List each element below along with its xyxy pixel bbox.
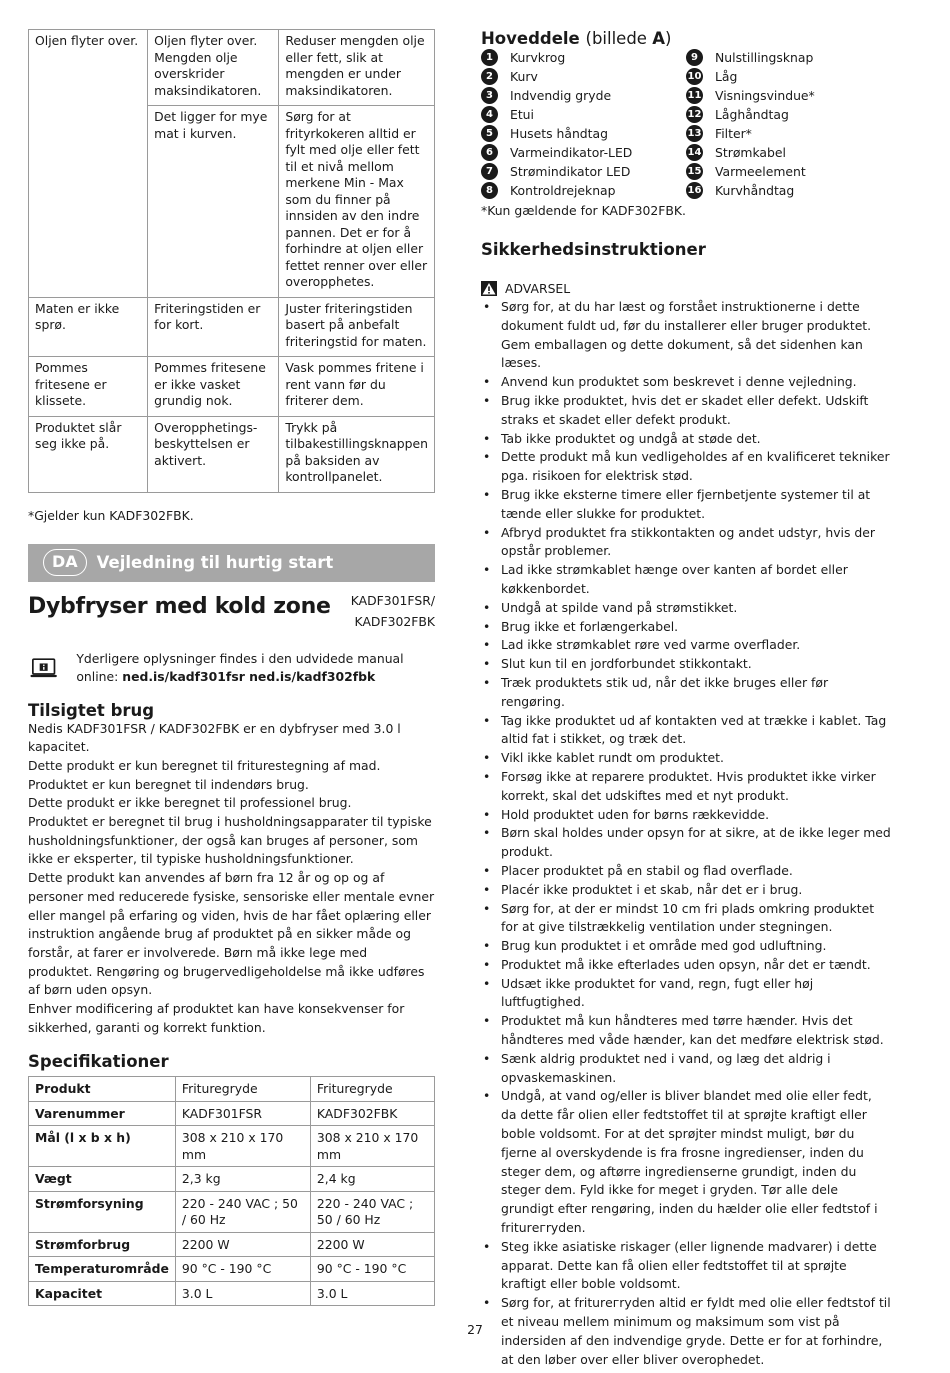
solution-cell: Reduser mengden olje eller fett, slik at mengden er under maksindikatoren.: [279, 30, 435, 106]
list-item: • Tag ikke produktet ud af kontakten ved at trække i kablet. Tag altid fat i stikket, og træk det.: [481, 712, 891, 750]
spec-value: 3.0 L: [175, 1281, 310, 1306]
list-item: • Brug ikke produktet, hvis det er skadet eller defekt. Udskift straks et skadet eller defekt produkt.: [481, 392, 891, 430]
spec-key: Produkt: [29, 1077, 176, 1102]
spec-key: Vægt: [29, 1167, 176, 1192]
spec-value: KADF302FBK: [310, 1101, 434, 1126]
part-number-badge: 11: [686, 87, 703, 104]
list-item: • Brug ikke eksterne timere eller fjernbetjente systemer til at tænde eller slukke for produktet.: [481, 486, 891, 524]
part-item: [481, 162, 686, 181]
parts-column: [686, 48, 891, 200]
part-item: [686, 48, 891, 67]
spec-value: 220 - 240 VAC ; 50 / 60 Hz: [310, 1191, 434, 1232]
document-title: Dybfryser med kold zone: [28, 593, 331, 619]
part-label: Varmeelement: [715, 164, 806, 179]
spec-key: Kapacitet: [29, 1281, 176, 1306]
spec-value: 90 °C - 190 °C: [310, 1257, 434, 1282]
part-label: Strømindikator LED: [510, 164, 631, 179]
part-number-badge: 14: [686, 144, 703, 161]
list-item: • Brug ikke et forlængerkabel.: [481, 618, 891, 637]
list-item: • Dette produkt må kun vedligeholdes af en kvalificeret tekniker pga. risikoen for elektrisk stød.: [481, 448, 891, 486]
warning-label-row: [481, 279, 891, 297]
warning-label: ADVARSEL: [505, 280, 571, 296]
part-label: Varmeindikator-LED: [510, 145, 633, 160]
main-parts-heading-text: Hoveddele: [481, 29, 580, 48]
list-item: • Hold produktet uden for børns rækkevidde.: [481, 806, 891, 825]
part-item: [686, 124, 891, 143]
part-item: [686, 143, 891, 162]
cause-cell: Oljen flyter over. Mengden olje overskrider maksindikatoren.: [148, 30, 279, 106]
spec-value: 2200 W: [310, 1232, 434, 1257]
problem-cell: Produktet slår seg ikke på.: [29, 416, 148, 492]
intended-use-line: Produktet er beregnet til brug i husholdningsapparater til typiske husholdningsfunktioner, der også kan bruges af personer, som ikke er eksperter, til typiske husholdningsfunktioner.: [28, 814, 432, 867]
model-code: KADF302FBK: [354, 613, 435, 629]
list-item: • Tab ikke produktet og undgå at støde det.: [481, 430, 891, 449]
solution-cell: Vask pommes fritene i rent vann før du friterer dem.: [279, 357, 435, 417]
part-label: Kurvkrog: [510, 50, 566, 65]
list-item: • Slut kun til en jordforbundet stikkontakt.: [481, 655, 891, 674]
spec-value: Frituregryde: [310, 1077, 434, 1102]
list-item: • Sørg for, at du har læst og forstået instruktionerne i dette dokument fuldt ud, før du installerer eller bruger produktet. Gem emballagen og dette dokument, så det sidenhen kan læses.: [481, 298, 891, 373]
solution-cell: Sørg for at frityrkokeren alltid er fylt med olje eller fett til et nivå mellom merkene Min - Max som du finner på innsiden av den indre pannen. Det er for å forhindre at oljen eller fettet renner over eller overopphetes.: [279, 106, 435, 298]
list-item: • Placér ikke produktet i et skab, når det er i brug.: [481, 881, 891, 900]
part-item: [481, 48, 686, 67]
parts-note: *Kun gældende for KADF302FBK.: [481, 203, 686, 218]
list-item: • Udsæt ikke produktet for vand, regn, fugt eller høj luftfugtighed.: [481, 975, 891, 1013]
spec-key: Strømforsyning: [29, 1191, 176, 1232]
section-title: Vejledning til hurtig start: [96, 553, 334, 572]
list-item: • Sørg for, at friturегryden altid er fyldt med olie eller fedtstof til et niveau mellem minimum og maksimum som vist på indersiden af den indvendige gryde. Dette er for at forhindre, at den løber over eller bliver overophedet.: [481, 1294, 891, 1369]
part-label: Etui: [510, 107, 534, 122]
right-column: [481, 29, 891, 1369]
part-item: [686, 67, 891, 86]
safety-rules-list: [481, 298, 891, 1369]
cause-cell: Det ligger for mye mat i kurven.: [148, 106, 279, 298]
part-label: Låg: [715, 69, 738, 84]
table-row: [29, 1077, 435, 1102]
part-item: [686, 162, 891, 181]
list-item: • Brug kun produktet i et område med god udluftning.: [481, 937, 891, 956]
list-item: • Træk produktets stik ud, når det ikke bruges eller før rengøring.: [481, 674, 891, 712]
manual-info-icon: [30, 651, 57, 685]
intended-use-line: Enhver modificering af produktet kan have konsekvenser for sikkerhed, garanti og korrekt funktion.: [28, 1001, 405, 1035]
table-row: [29, 1167, 435, 1192]
title-row: [28, 586, 435, 646]
part-number-badge: 4: [481, 106, 498, 123]
cause-cell: Friteringstiden er for kort.: [148, 297, 279, 357]
spec-key: Varenummer: [29, 1101, 176, 1126]
main-parts-heading-close: ): [664, 29, 672, 48]
part-label: Strømkabel: [715, 145, 786, 160]
part-item: [686, 86, 891, 105]
part-number-badge: 12: [686, 106, 703, 123]
main-parts-heading: [481, 29, 891, 48]
model-codes: [351, 590, 435, 632]
list-item: • Placer produktet på en stabil og flad overflade.: [481, 862, 891, 881]
manual-links[interactable]: ned.is/kadf301fsr ned.is/kadf302fbk: [122, 669, 376, 684]
part-item: [481, 67, 686, 86]
list-item: • Anvend kun produktet som beskrevet i denne vejledning.: [481, 373, 891, 392]
spec-value: 3.0 L: [310, 1281, 434, 1306]
list-item: • Afbryd produktet fra stikkontakten og andet udstyr, hvis der opstår problemer.: [481, 524, 891, 562]
parts-column: [481, 48, 686, 200]
solution-cell: Juster friteringstiden basert på anbefalt friteringstid for maten.: [279, 297, 435, 357]
part-item: [481, 124, 686, 143]
table-row: [29, 30, 435, 106]
table-row: [29, 1126, 435, 1167]
part-number-badge: 16: [686, 182, 703, 199]
intended-use-line: Nedis KADF301FSR / KADF302FBK er en dybfryser med 3.0 l kapacitet.: [28, 720, 401, 755]
list-item: • Lad ikke strømkablet røre ved varme overflader.: [481, 636, 891, 655]
section-header-bar: [28, 544, 435, 582]
list-item: • Børn skal holdes under opsyn for at sikre, at de ikke leger med produkt.: [481, 824, 891, 862]
spec-value: 308 x 210 x 170 mm: [310, 1126, 434, 1167]
spec-value: 220 - 240 VAC ; 50 / 60 Hz: [175, 1191, 310, 1232]
part-item: [686, 105, 891, 124]
spec-value: Frituregryde: [175, 1077, 310, 1102]
footnote-left: *Gjelder kun KADF302FBK.: [28, 507, 194, 523]
manual-info-label: Yderligere oplysninger findes i den udvidede manual online:: [76, 650, 404, 684]
solution-cell: Trykk på tilbakestillingsknappen på baksiden av kontrollpanelet.: [279, 416, 435, 492]
main-parts-heading-suffix: (billede: [585, 29, 653, 48]
table-row: [29, 1281, 435, 1306]
cause-cell: Pommes fritesene er ikke vasket grundig nok.: [148, 357, 279, 417]
intended-use-line: Dette produkt er ikke beregnet til professionel brug.: [28, 795, 352, 811]
specifications-heading: Specifikationer: [28, 1052, 169, 1072]
spec-key: Mål (l x b x h): [29, 1126, 176, 1167]
part-label: Kurv: [510, 69, 538, 84]
intended-use-heading: Tilsigtet brug: [28, 700, 155, 720]
manual-info-text: [76, 650, 435, 687]
table-row: [29, 357, 435, 417]
spec-key: Temperaturområde: [29, 1257, 176, 1282]
part-label: Husets håndtag: [510, 126, 608, 141]
part-label: Indvendig gryde: [510, 88, 612, 103]
part-label: Filter*: [715, 126, 752, 141]
spec-value: KADF301FSR: [175, 1101, 310, 1126]
troubleshooting-table: [28, 29, 435, 493]
list-item: • Undgå at spilde vand på strømstikket.: [481, 599, 891, 618]
problem-cell: Maten er ikke sprø.: [29, 297, 148, 357]
table-row: [29, 1232, 435, 1257]
spec-value: 308 x 210 x 170 mm: [175, 1126, 310, 1167]
parts-list: [481, 48, 891, 200]
part-label: Låghåndtag: [715, 107, 789, 122]
list-item: • Sørg for, at der er mindst 10 cm fri plads omkring produktet for at give tilstrækkelig ventilation under stegningen.: [481, 900, 891, 938]
list-item: • Lad ikke strømkablet hænge over kanten af bordet eller køkkenbordet.: [481, 561, 891, 599]
part-number-badge: 8: [481, 182, 498, 199]
main-parts-heading-letter: A: [652, 29, 665, 48]
table-row: [29, 1257, 435, 1282]
problem-cell: Pommes fritesene er klissete.: [29, 357, 148, 417]
specifications-table: [28, 1076, 435, 1306]
list-item: • Undgå, at vand og/eller is bliver blandet med olie eller fedt, da dette får olien eller fedtstoffet til at sprøjte kraftigt eller boble voldsomt. For at det sprøjter mindst muligt, bør du fjerne al overskydende is fra frosne ingredienser, inden du steger dem, og aftørre ingredienserne grundigt, inden du steger dem. Fyld ikke for meget i gryden. Tør alle dele grundigt efter rengøring, inden du hælder olie eller fedtstof i friturегryden.: [481, 1087, 891, 1237]
intended-use-line: Dette produkt er kun beregnet til friturestegning af mad.: [28, 757, 381, 773]
part-number-badge: 3: [481, 87, 498, 104]
part-item: [481, 105, 686, 124]
spec-value: 2,4 kg: [310, 1167, 434, 1192]
safety-heading: Sikkerhedsinstruktioner: [481, 240, 706, 259]
table-row: [29, 1191, 435, 1232]
part-number-badge: 2: [481, 68, 498, 85]
list-item: • Sænk aldrig produktet ned i vand, og læg det aldrig i opvaskemaskinen.: [481, 1050, 891, 1088]
part-label: Nulstillingsknap: [715, 50, 814, 65]
spec-value: 2200 W: [175, 1232, 310, 1257]
table-row: [29, 416, 435, 492]
part-number-badge: 9: [686, 49, 703, 66]
table-row: [29, 1101, 435, 1126]
spec-key: Strømforbrug: [29, 1232, 176, 1257]
manual-info-row: [28, 650, 435, 700]
part-number-badge: 6: [481, 144, 498, 161]
list-item: • Produktet må ikke efterlades uden opsyn, når det er tændt.: [481, 956, 891, 975]
part-number-badge: 13: [686, 125, 703, 142]
part-number-badge: 7: [481, 163, 498, 180]
intended-use-text: [28, 720, 435, 1038]
language-badge: DA: [43, 549, 87, 576]
spec-value: 2,3 kg: [175, 1167, 310, 1192]
warning-triangle-icon: [481, 281, 497, 296]
page-number: 27: [467, 1322, 483, 1337]
model-code: KADF301FSR/: [350, 592, 435, 608]
part-number-badge: 15: [686, 163, 703, 180]
left-column: [28, 29, 435, 1306]
list-item: • Forsøg ikke at reparere produktet. Hvis produktet ikke virker korrekt, skal det udskiftes med et nyt produkt.: [481, 768, 891, 806]
part-label: Kurvhåndtag: [715, 183, 795, 198]
part-item: [481, 86, 686, 105]
problem-cell: Oljen flyter over.: [29, 30, 148, 298]
part-label: Kontroldrejeknap: [510, 183, 616, 198]
part-item: [481, 143, 686, 162]
spec-value: 90 °C - 190 °C: [175, 1257, 310, 1282]
part-number-badge: 1: [481, 49, 498, 66]
cause-cell: Overopphetings-beskyttelsen er aktivert.: [148, 416, 279, 492]
list-item: • Steg ikke asiatiske riskager (eller lignende madvarer) i dette apparat. Dette kan få olien eller fedtstoffet til at sprøjte kraftigt eller boble voldsomt.: [481, 1238, 891, 1294]
part-number-badge: 5: [481, 125, 498, 142]
part-label: Visningsvindue*: [715, 88, 815, 103]
intended-use-line: Dette produkt kan anvendes af børn fra 12 år og op og af personer med reducerede fysiske, sensoriske eller mentale evner eller mangel på erfaring og viden, hvis de har fået oplæring eller instruktion angående brug af produktet på en sikker måde og forstår, at farer er involverede. Børn må ikke lege med produktet. Rengøring og brugervedligeholdelse må ikke udføres af børn uden opsyn.: [28, 870, 435, 998]
list-item: • Vikl ikke kablet rundt om produktet.: [481, 749, 891, 768]
part-item: [481, 181, 686, 200]
table-row: [29, 297, 435, 357]
list-item: • Produktet må kun håndteres med tørre hænder. Hvis det håndteres med våde hænder, kan det medføre elektrisk stød.: [481, 1012, 891, 1050]
part-item: [686, 181, 891, 200]
intended-use-line: Produktet er kun beregnet til indendørs brug.: [28, 776, 309, 792]
part-number-badge: 10: [686, 68, 703, 85]
